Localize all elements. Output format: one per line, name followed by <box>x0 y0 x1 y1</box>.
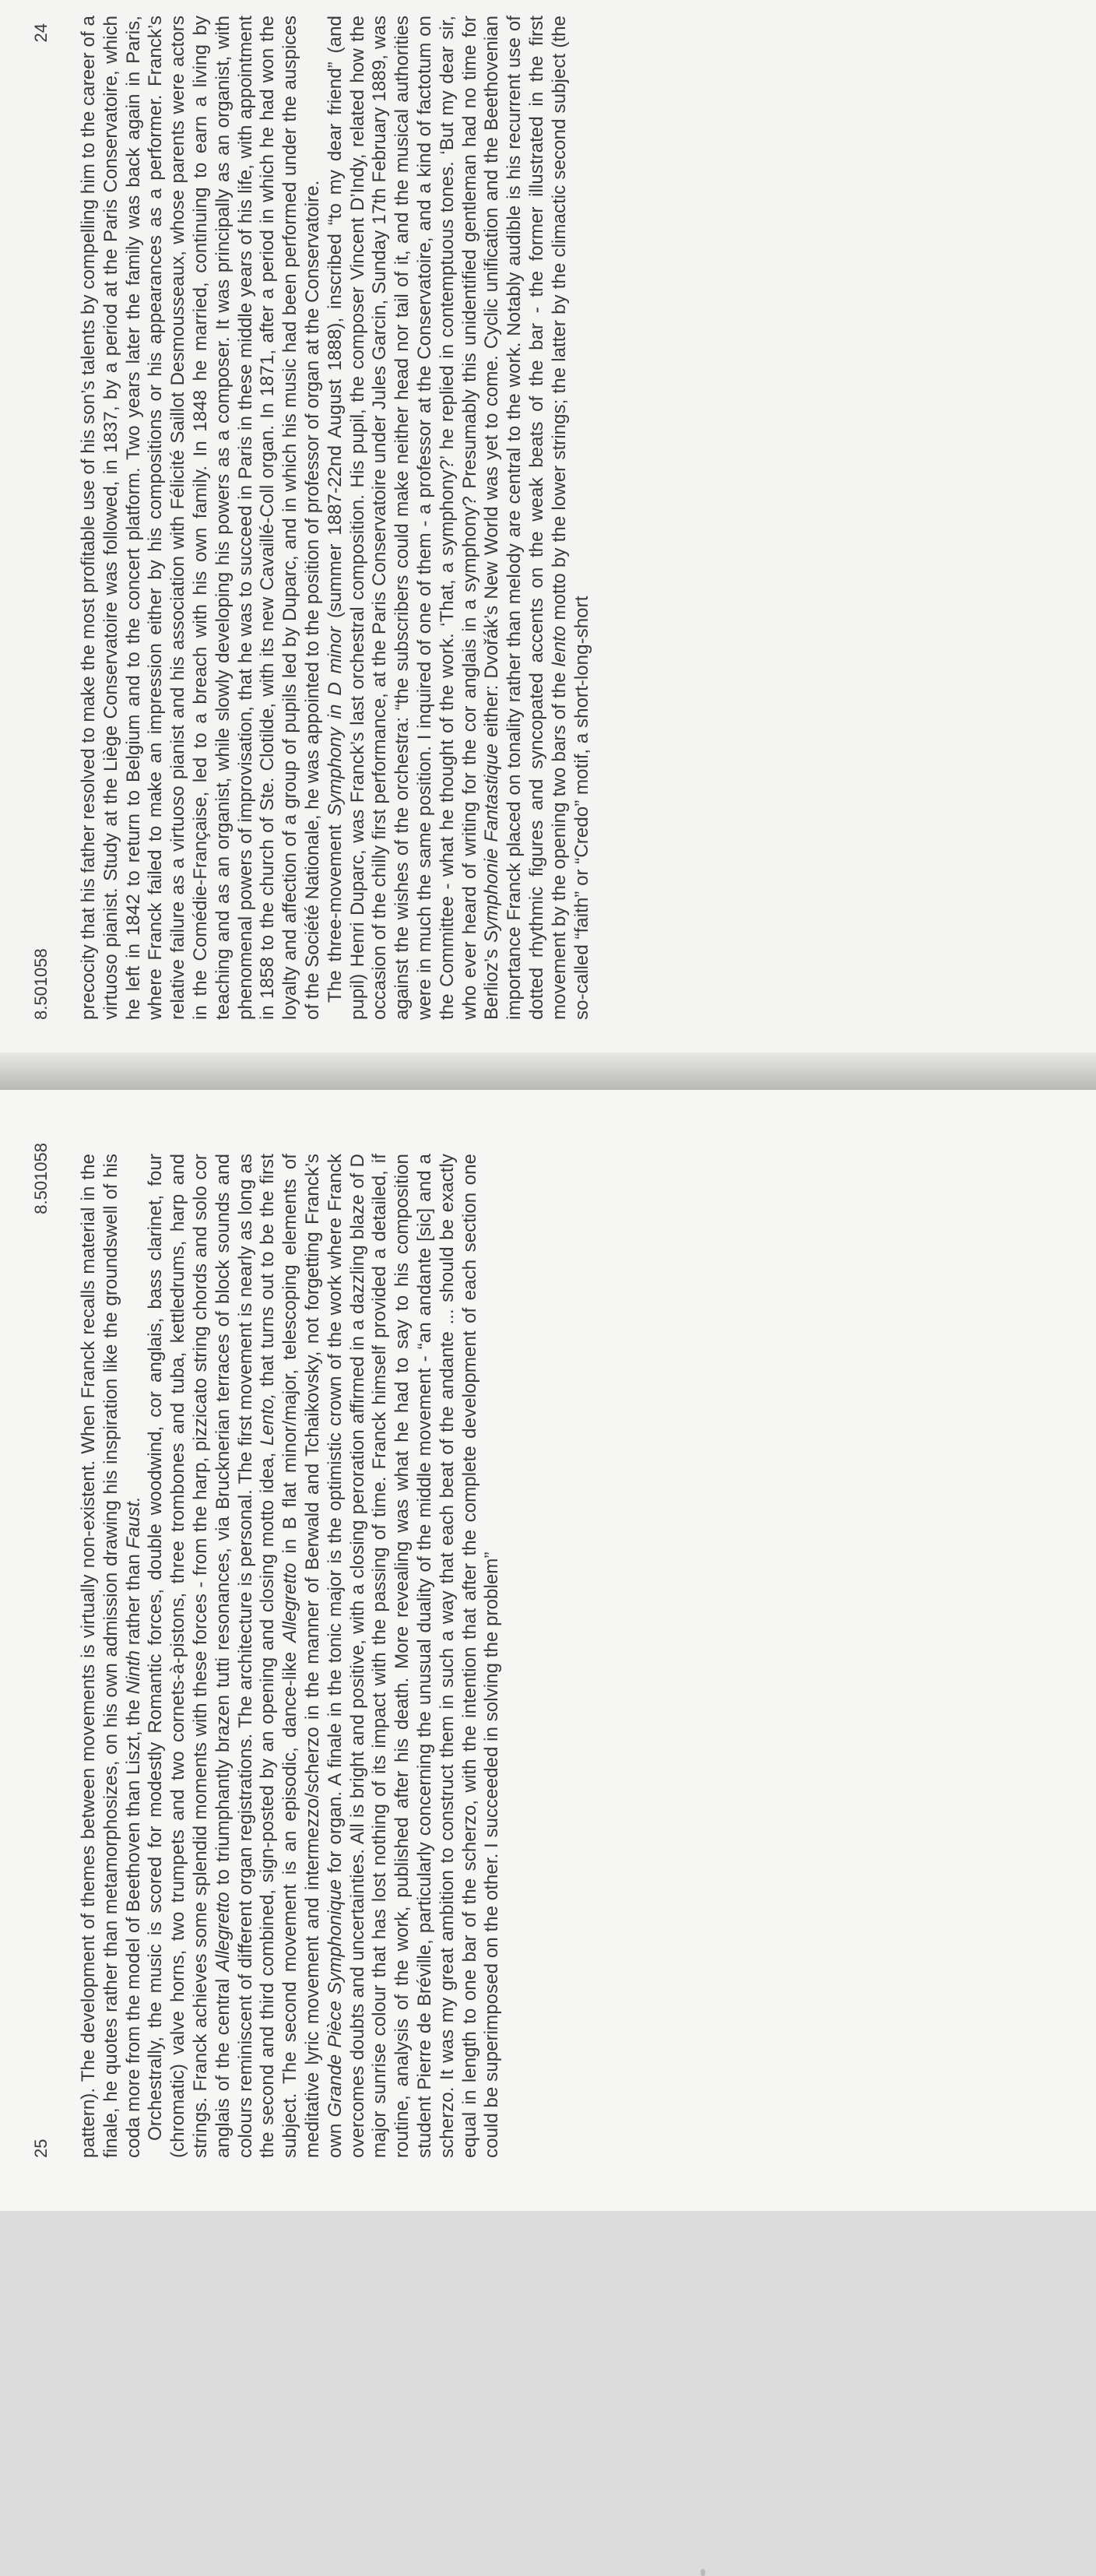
right-page <box>0 1090 1096 2211</box>
catalog-number: 8.501058 <box>31 948 51 1020</box>
work-title: Faust. <box>122 1496 144 1549</box>
paragraph <box>78 1154 145 2158</box>
tempo-marking: lento <box>548 625 570 667</box>
tempo-marking: Allegretto <box>279 1562 301 1643</box>
work-title: Symphony in D minor <box>324 626 346 817</box>
text-run: for organ. A finale in the tonic major is the optimistic crown of the work where Franck overcomes doubts and uncertainties. All is bright and positive, with a closing peroration affirmed in a dazzling blaze of D major sunrise colour that has lost nothing of its impact with the passing of time. Franck himself provided a detailed, if routine, analysis of the work, published after his death. More revealing was what he had to say to his composition student Pierre de Bréville, particularly concerning the unusual duality of the middle movement - “an andante [sic] and a scherzo. It was my great ambition to construct them in such a way that each beat of the andante ... should be exactly equal in length to one bar of the scherzo, with the intention that after the complete development of each section one could be superimposed on the other. I succeeded in solving the problem” <box>324 1154 503 2158</box>
right-page-body <box>78 1154 504 2158</box>
right-page-rotated-content <box>0 1090 1096 2211</box>
left-page-rotated-content <box>0 0 1096 1043</box>
page-gutter-shadow <box>0 1053 1096 1090</box>
catalog-number: 8.501058 <box>31 1143 51 1214</box>
paragraph <box>325 16 594 1020</box>
left-page-body <box>78 16 593 1020</box>
text-run: motto by the lower strings; the latter by the climactic second subject (the so-called “faith” or “Credo” motif, a short-long-short <box>548 16 592 1020</box>
text-run: Orchestrally, the music is scored for modestly Romantic forces, double woodwind, cor anglais, bass clarinet, four (chromatic) valve horns, two trumpets and two cornets-à-pistons, three trombones and tuba, kettledrums, harp and strings. Franck achieves some splendid moments with these forces - from the harp, pizzicato string chords and solo cor anglais of the central <box>145 1154 234 2158</box>
page-number: 24 <box>31 23 51 43</box>
text-run: in B flat minor/major, telescoping elements of meditative lyric movement and intermezzo/scherzo in the manner of Berwald and Tchaikovsky, not forgetting Franck’s own <box>279 1153 346 2158</box>
work-title: Ninth <box>122 1650 144 1695</box>
paragraph: precocity that his father resolved to make the most profitable use of his son’s talents by compelling him to the career of a virtuoso pianist. Study at the Liège Conservatoire was followed, in 1837, by a period at the Paris Conservatoire, which he left in 1842 to return to Belgium and to the concert platform. Two years later the family was back again in Paris, where Franck failed to make an impression either by his compositions or his appearances as a performer. Franck’s relative failure as a virtuoso pianist and his association with Félicité Saillot Desmousseaux, whose parents were actors in the Comédie-Française, led to a breach with his own family. In 1848 he married, continuing to earn a living by teaching and as an organist, while slowly developing his powers as a composer. It was principally as an organist, with phenomenal powers of improvisation, that he was to succeed in Paris in these middle years of his life, with appointment in 1858 to the church of Ste. Clotilde, with its new Cavaillé-Coll organ. In 1871, after a period in which he had won the loyalty and affection of a group of pupils led by Duparc, and in which his music had been performed under the auspices of the Société Nationale, he was appointed to the position of professor of organ at the Conservatoire. <box>78 16 323 1020</box>
tempo-marking: Lento, <box>257 1393 279 1446</box>
text-run: either: Dvořák’s New World was yet to come. Cyclic unification and the Beethovenian importance Franck placed on tonality rather than melody are central to the work. Notably audible is his recurrent use of dotted rhythmic figures and syncopated accents on the weak beats of the bar - the former illustrated in the first movement by the opening two bars of the <box>481 15 570 1020</box>
work-title: Symphonie Fantastique <box>481 743 503 943</box>
text-run: that turns out to be the first subject. The second movement is an episodic, dance-like <box>257 1154 301 2158</box>
work-title: Grande Pièce Symphonique <box>324 1879 346 2117</box>
page-number: 25 <box>31 2138 51 2158</box>
text-run: pattern). The development of themes between movements is virtually non-existent. When Franck recalls material in the finale, he quotes rather than metamorphosizes, on his own admission drawing his inspiration like the groundswell of his coda more from the model of Beethoven than Liszt, the <box>78 1154 144 2158</box>
tempo-marking: Allegretto <box>212 1892 234 1972</box>
left-page <box>0 0 1096 1090</box>
text-run: (summer 1887-22nd August 1888), inscribed “to my dear friend” (and pupil) Henri Duparc, was Franck’s last orchestral composition. His pupil, the composer Vincent D’Indy, related how the occasion of the chilly first performance, at the Paris Conservatoire under Jules Garcin, Sunday 17th February 1889, was against the wishes of the orchestra: “the subscribers could make neither head nor tail of it, and the musical authorities were in much the same position. I inquired of one of them - a professor at the Conservatoire, and a kind of factotum on the Committee - what he thought of the work. ‘That, a symphony?’ he replied in contemptuous tones. ‘But my dear sir, who ever heard of writing for the cor anglais in a symphony? Presumably this unidentified gentleman had no time for Berlioz’s <box>324 16 503 1020</box>
text-run: rather than <box>122 1548 144 1650</box>
text-run: to triumphantly brazen tutti resonances, via Brucknerian terraces of block sounds and colours reminiscent of different organ registrations. The architecture is personal. The first movement is nearly as long as the second and third combined, sign-posted by an opening and closing motto idea, <box>212 1154 279 2158</box>
paragraph <box>145 1154 504 2158</box>
paper-speck <box>701 2569 705 2576</box>
text-run: The three-movement <box>324 816 346 1003</box>
